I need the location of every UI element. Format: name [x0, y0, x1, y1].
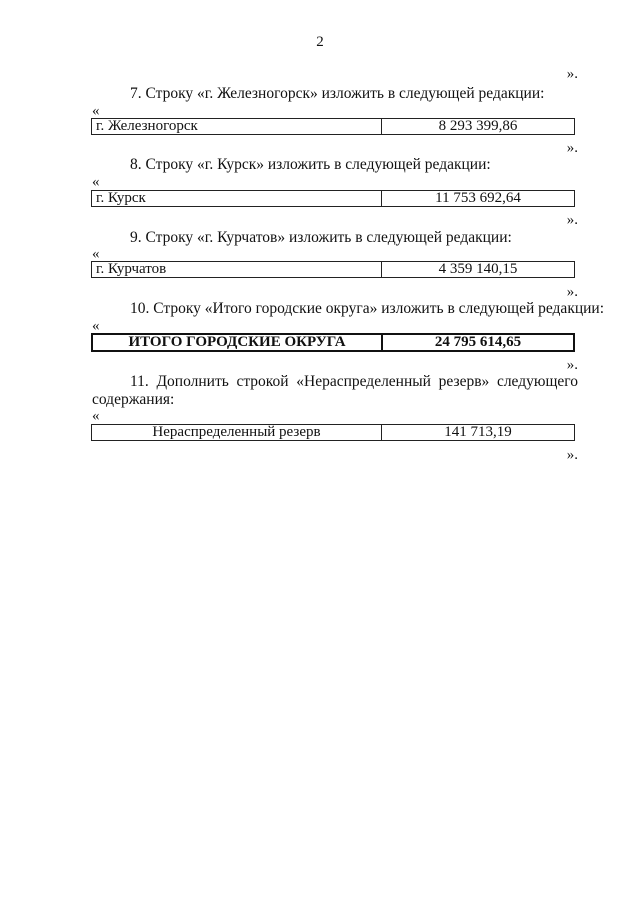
page-number: 2 — [316, 34, 324, 50]
row-value-cell: 11 753 692,64 — [435, 190, 521, 206]
opening-quote: « — [92, 318, 100, 334]
amendment-paragraph-7: 7. Строку «г. Железногорск» изложить в следующей редакции: — [130, 85, 545, 102]
table-row-zheleznogorsk — [91, 118, 575, 135]
closing-quote: ». — [566, 357, 578, 373]
row-name-cell: Нераспределенный резерв — [92, 425, 382, 440]
row-value-cell: 8 293 399,86 — [438, 118, 518, 134]
table-row-total-urban-districts — [91, 333, 575, 352]
row-name-cell: г. Железногорск — [92, 119, 382, 134]
row-name-cell: ИТОГО ГОРОДСКИЕ ОКРУГА — [93, 335, 383, 350]
closing-quote: ». — [566, 140, 578, 156]
opening-quote: « — [92, 103, 100, 119]
closing-quote: ». — [566, 212, 578, 228]
opening-quote: « — [92, 246, 100, 262]
table-row-kursk — [91, 190, 575, 207]
opening-quote: « — [92, 408, 100, 424]
row-value-cell: 24 795 614,65 — [434, 334, 522, 350]
table-row-kurchatov — [91, 261, 575, 278]
closing-quote: ». — [566, 66, 578, 82]
amendment-paragraph-9: 9. Строку «г. Курчатов» изложить в следующей редакции: — [130, 229, 512, 246]
amendment-paragraph-8: 8. Строку «г. Курск» изложить в следующей редакции: — [130, 156, 491, 173]
row-value-cell: 141 713,19 — [444, 424, 512, 440]
opening-quote: « — [92, 174, 100, 190]
amendment-paragraph-10: 10. Строку «Итого городские округа» изложить в следующей редакции: — [130, 300, 605, 317]
amendment-paragraph-11: 11. Дополнить строкой «Нераспределенный резерв» следующего содержания: — [92, 373, 578, 408]
closing-quote: ». — [566, 447, 578, 463]
closing-quote: ». — [566, 284, 578, 300]
row-value-cell: 4 359 140,15 — [438, 261, 518, 277]
table-row-unallocated-reserve — [91, 424, 575, 441]
row-name-cell: г. Курск — [92, 191, 382, 206]
row-name-cell: г. Курчатов — [92, 262, 382, 277]
